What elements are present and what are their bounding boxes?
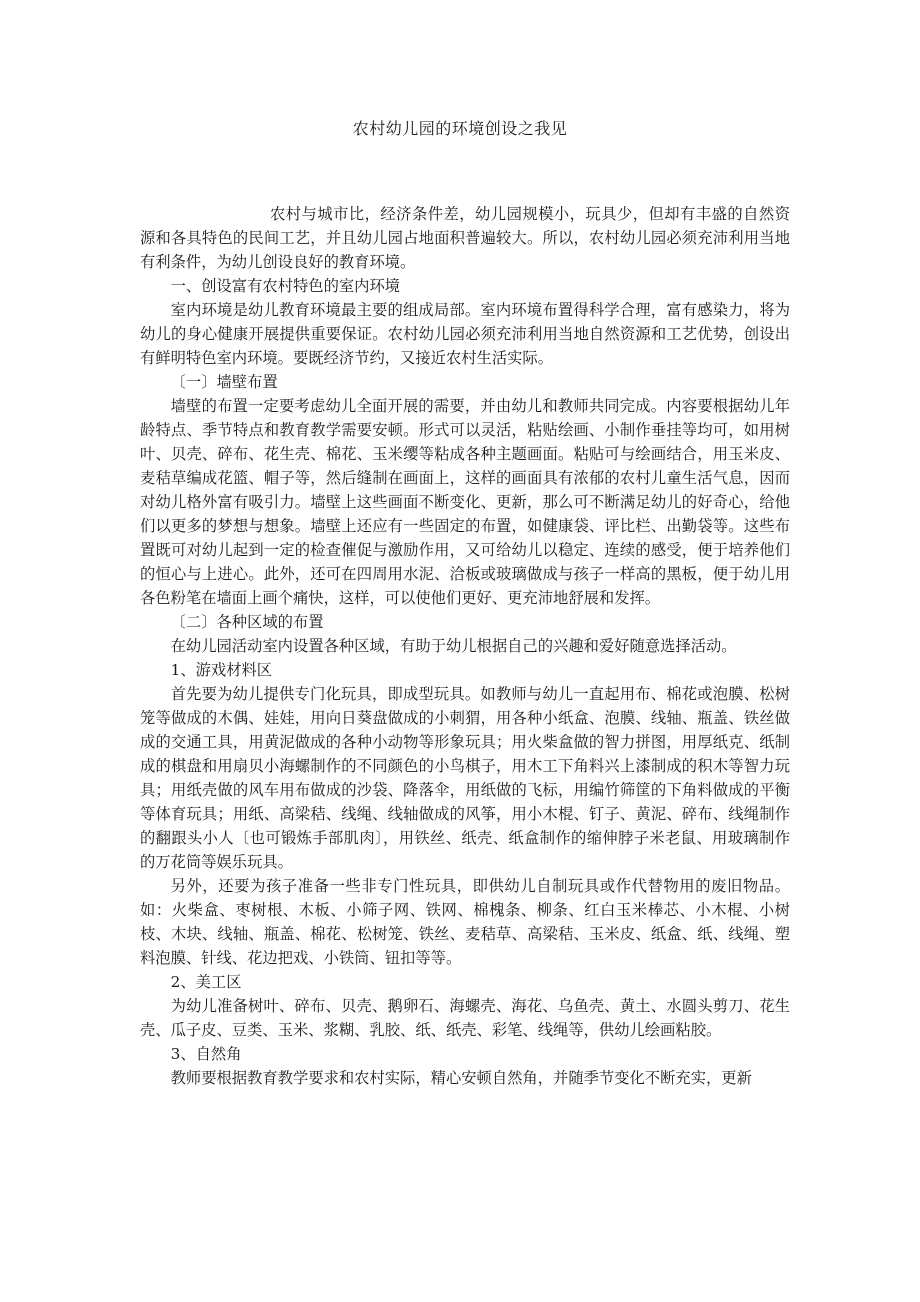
- section-heading-1: 一、创设富有农村特色的室内环境: [170, 277, 401, 295]
- item-heading-nature-corner: 3、自然角: [170, 1045, 242, 1063]
- subsection-heading-areas: 〔二〕各种区域的布置: [170, 613, 324, 631]
- paragraph: 室内环境是幼儿教育环境最主要的组成局部。室内环境布置得科学合理，富有感染力，将为幼儿的身心健康开展提供重要保证。农村幼儿园必须充沛利用当地自然资源和工艺优势，创设出有鲜明特色室内环境。要既经济节约，又接近农村生活实际。: [140, 301, 790, 367]
- item-heading-art-area: 2、美工区: [170, 973, 242, 991]
- document-title: 农村幼儿园的环境创设之我见: [352, 119, 568, 138]
- paragraph: 在幼儿园活动室内设置各种区域，有助于幼儿根据自己的兴趣和爱好随意选择活动。: [170, 637, 737, 655]
- intro-paragraph: 农村与城市比，经济条件差，幼儿园规模小，玩具少，但却有丰盛的自然资源和各具特色的民间工艺，并且幼儿园占地面积普遍较大。所以，农村幼儿园必须充沛利用当地有利条件，为幼儿创设良好的教育环境。: [140, 205, 790, 271]
- subsection-heading-wall: 〔一〕墙壁布置: [170, 373, 278, 391]
- document-body: [140, 202, 790, 1090]
- paragraph: 为幼儿准备树叶、碎布、贝壳、鹅卵石、海螺壳、海花、乌鱼壳、黄土、水圆头剪刀、花生壳、瓜子皮、豆类、玉米、浆糊、乳胶、纸、纸壳、彩笔、线绳等，供幼儿绘画粘胶。: [140, 997, 790, 1039]
- paragraph: 墙壁的布置一定要考虑幼儿全面开展的需要，并由幼儿和教师共同完成。内容要根据幼儿年龄特点、季节特点和教育教学需要安顿。形式可以灵活，粘贴绘画、小制作垂挂等均可，如用树叶、贝壳、碎布、花生壳、棉花、玉米缨等粘成各种主题画面。粘贴可与绘画结合，用玉米皮、麦秸草编成花篮、帽子等，然后缝制在画面上，这样的画面具有浓郁的农村儿童生活气息，因而对幼儿格外富有吸引力。墙壁上这些画面不断变化、更新，那么可不断满足幼儿的好奇心，给他们以更多的梦想与想象。墙壁上还应有一些固定的布置，如健康袋、评比栏、出勤袋等。这些布置既可对幼儿起到一定的检查催促与激励作用，又可给幼儿以稳定、连续的感受，便于培养他们的恒心与上进心。此外，还可在四周用水泥、洽板或玻璃做成与孩子一样高的黑板，便于幼儿用各色粉笔在墙面上画个痛快，这样，可以使他们更好、更充沛地舒展和发挥。: [140, 397, 790, 607]
- item-heading-game-materials: 1、游戏材料区: [170, 661, 273, 679]
- paragraph: 教师要根据教育教学要求和农村实际，精心安顿自然角，并随季节变化不断充实，更新: [170, 1069, 752, 1087]
- paragraph: 首先要为幼儿提供专门化玩具，即成型玩具。如教师与幼儿一直起用布、棉花或泡膜、松树笼等做成的木偶、娃娃，用向日葵盘做成的小刺猬，用各种小纸盒、泡膜、线轴、瓶盖、铁丝做成的交通工具，用黄泥做成的各种小动物等形象玩具；用火柴盒做的智力拼图，用厚纸克、纸制成的棋盘和用扇贝小海螺制作的不同颜色的小鸟棋子，用木工下角料兴上漆制成的积木等智力玩具；用纸壳做的风车用布做成的沙袋、降落伞，用纸做的飞标，用编竹筛筐的下角料做成的平衡等体育玩具；用纸、高梁秸、线绳、线轴做成的风筝，用小木棍、钉子、黄泥、碎布、线绳制作的翻跟头小人〔也可锻炼手部肌肉〕，用铁丝、纸壳、纸盒制作的缩伸脖子米老鼠、用玻璃制作的万花筒等娱乐玩具。: [140, 685, 790, 871]
- paragraph: 另外，还要为孩子准备一些非专门性玩具，即供幼儿自制玩具或作代替物用的废旧物品。如：火柴盒、枣树根、木板、小筛子网、铁网、棉槐条、柳条、红白玉米棒芯、小木棍、小树枝、木块、线轴、瓶盖、棉花、松树笼、铁丝、麦秸草、高梁秸、玉米皮、纸盒、纸、线绳、塑料泡膜、针线、花边把戏、小铁筒、钮扣等等。: [140, 877, 790, 967]
